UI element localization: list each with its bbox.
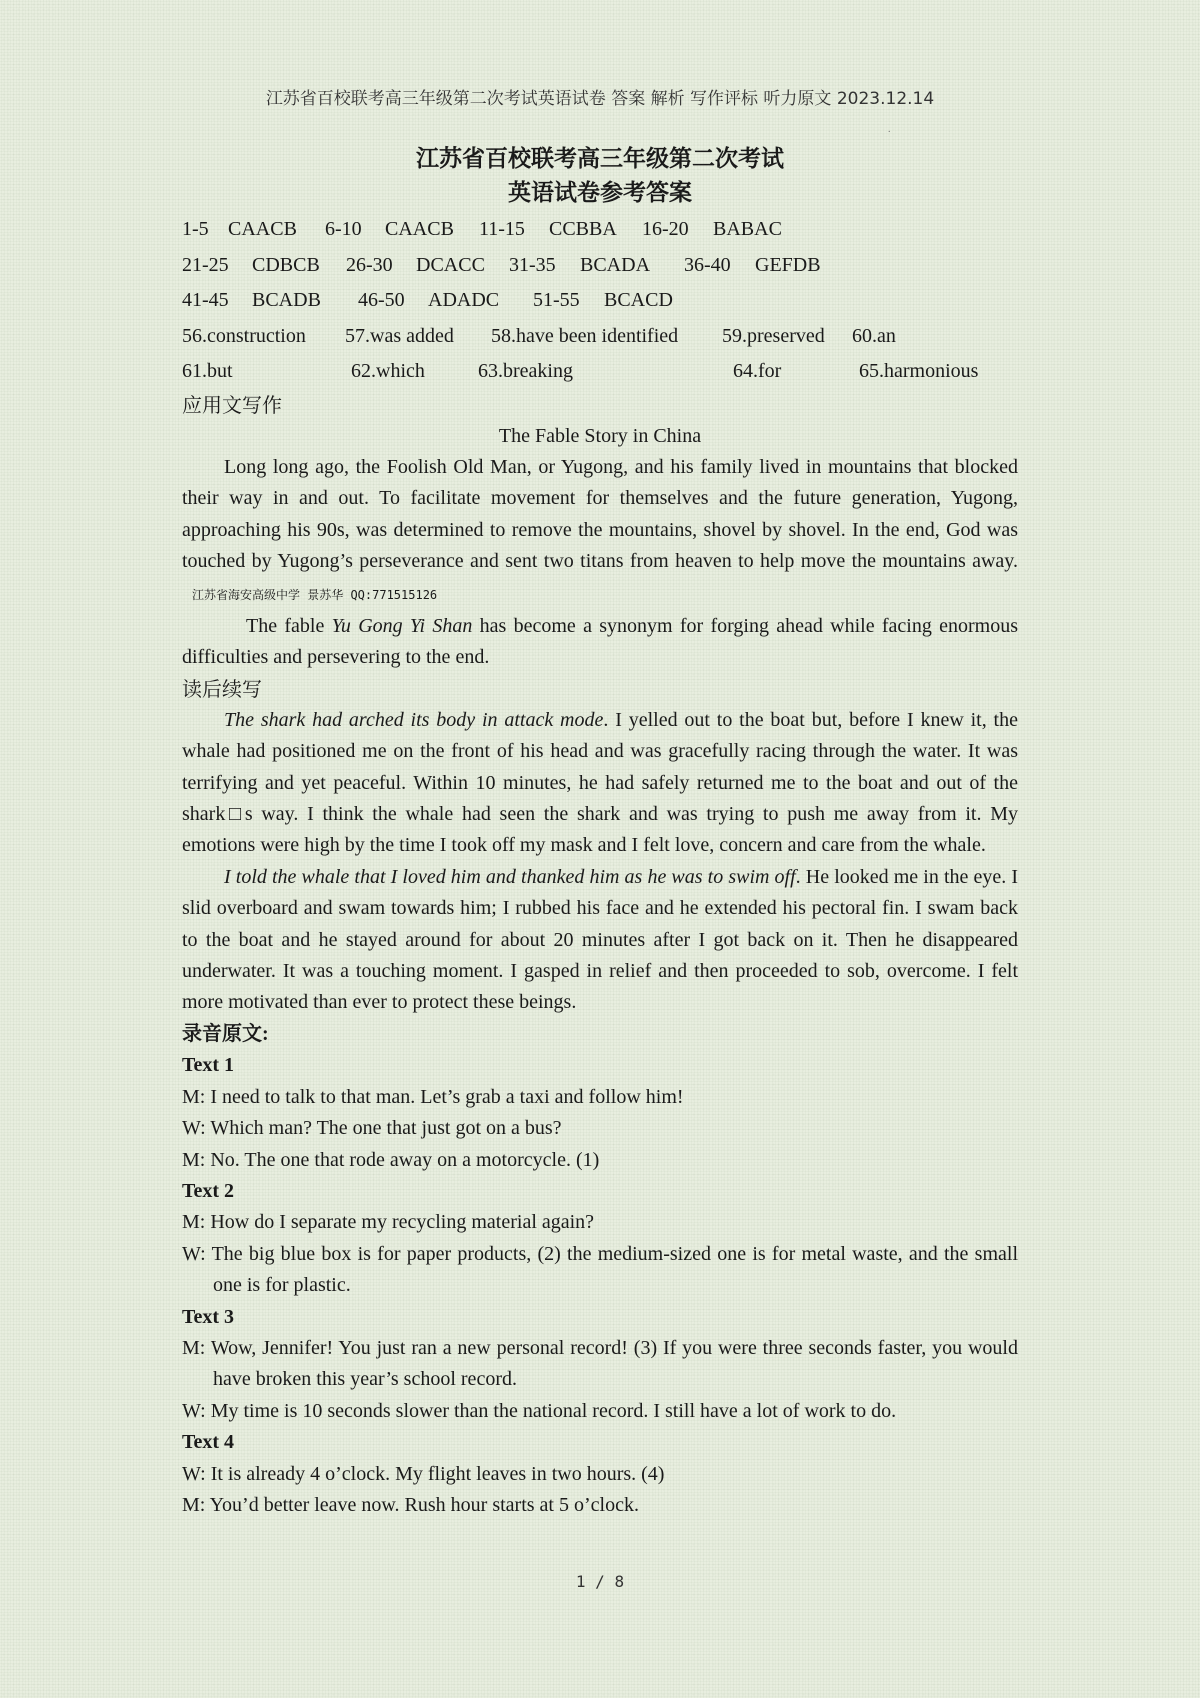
answer-range: 16-20 (642, 218, 689, 240)
essay-title: The Fable Story in China (498, 424, 702, 447)
text-title: Text 3 (182, 1305, 235, 1328)
answer-range: 36-40 (684, 253, 731, 276)
dialogue-line: M: You’d better leave now. Rush hour starts at 5 o’clock. (182, 1493, 639, 1516)
answer-range: 1-5 (182, 218, 209, 240)
dialogue-line: M: How do I separate my recycling material again? (182, 1211, 595, 1234)
answer-range: 26-30 (346, 253, 393, 276)
document-body (182, 142, 1018, 1521)
essay-p2-text-a: The fable (246, 615, 332, 637)
answer-value: BCACD (604, 289, 673, 312)
answer-value: DCACC (416, 253, 485, 276)
essay-p2-text-b: has become a synonym for forging ahead while facing enormous difficulties and persevering to the end. (182, 615, 1018, 669)
answer-row-2 (182, 248, 1018, 284)
text-title: Text 2 (182, 1179, 235, 1202)
answer-value: CAACB (228, 218, 297, 240)
answer-fill: 57.was added (345, 324, 454, 347)
doc-title-line2: 英语试卷参考答案 (508, 180, 692, 206)
answer-range: 11-15 (479, 218, 525, 240)
answer-fill: 62.which (351, 360, 425, 383)
dialogue-line: W: Which man? The one that just got on a bus? (182, 1117, 562, 1140)
answer-fill: 61.but (182, 360, 233, 383)
continuation-p2-text: . He looked me in the eye. I slid overboard and swam towards him; I rubbed his face and he extended his pectoral fin. I swam back to the boat and he stayed around for about 20 minutes after I got back on it. Then he disappeared underwater. It was a touching moment. I gasped in relief and then proceeded to sob, overcome. I felt more motivated than ever to protect these beings. (182, 865, 1019, 1014)
dialogue-line: M: No. The one that rode away on a motorcycle. (1) (182, 1148, 600, 1171)
answer-value: GEFDB (755, 253, 821, 276)
answer-row-5 (182, 354, 1018, 390)
text-title: Text 1 (182, 1054, 235, 1077)
answer-key (182, 212, 1018, 390)
essay-p2-italic: Yu Gong Yi Shan (331, 615, 473, 637)
answer-fill: 59.preserved (722, 324, 825, 347)
page-number: 1 / 8 (575, 1572, 625, 1591)
continuation-p1-italic: The shark had arched its body in attack mode (224, 708, 604, 731)
answer-row-4 (182, 319, 1018, 355)
essay-paragraph-2 (182, 611, 1018, 674)
answer-fill: 56.construction (182, 324, 306, 347)
answer-value: CAACB (385, 218, 454, 240)
dialogue-line: M: Wow, Jennifer! You just ran a new personal record! (3) If you were three seconds faster, you would have broken this year’s school record. (182, 1336, 1018, 1391)
answer-range: 46-50 (358, 289, 405, 312)
answer-fill: 64.for (733, 360, 782, 383)
dialogue-line: W: The big blue box is for paper products, (2) the medium-sized one is for metal waste, and the small one is for plastic. (182, 1242, 1018, 1297)
page-header: 江苏省百校联考高三年级第二次考试英语试卷 答案 解析 写作评标 听力原文 2023.12.14 (265, 89, 935, 109)
answer-value: BCADB (252, 289, 321, 312)
answer-fill: 58.have been identified (491, 324, 679, 347)
text-title: Text 4 (182, 1431, 235, 1454)
essay-p1-text: Long long ago, the Foolish Old Man, or Yugong, and his family lived in mountains that blocked their way in and out. To facilitate movement for themselves and the future generation, Yugong, approaching his 90s, was determined to remove the mountains, shovel by shovel. In the end, God was touched by Yugong’s perseverance and sent two titans from heaven to help move the mountains away. (182, 455, 1018, 573)
continuation-paragraph-1 (182, 705, 1018, 862)
answer-range: 6-10 (325, 218, 362, 240)
section-label-writing: 应用文写作 (182, 392, 282, 417)
continuation-p2-italic: I told the whale that I loved him and thanked him as he was to swim off (224, 865, 796, 888)
answer-row-1 (182, 212, 1018, 248)
author-note: 江苏省海安高级中学 景苏华 QQ:771515126 (192, 587, 438, 602)
essay-paragraph-1 (182, 452, 1018, 611)
answer-value: ADADC (428, 289, 500, 312)
dialogue-line: W: My time is 10 seconds slower than the national record. I still have a lot of work to do. (182, 1399, 897, 1422)
answer-value: CDBCB (252, 253, 320, 276)
section-label-continuation: 读后续写 (182, 676, 262, 701)
continuation-p1-text: . I yelled out to the boat but, before I knew it, the whale had positioned me on the front of his head and was gracefully racing through the water. It was terrifying and yet peaceful. Within 10 minutes, he had safely returned me to the boat and out of the shark□s way. I think the whale had seen the shark and was trying to push me away from it. My emotions were high by the time I took off my mask and I felt love, concern and care from the whale. (182, 708, 1018, 857)
answer-range: 51-55 (533, 289, 580, 312)
dialogue-line: M: I need to talk to that man. Let’s grab a taxi and follow him! (182, 1085, 684, 1108)
answer-range: 41-45 (182, 289, 229, 312)
transcript-label: 录音原文: (182, 1022, 269, 1045)
doc-title-line1: 江苏省百校联考高三年级第二次考试 (416, 146, 784, 172)
answer-range: 21-25 (182, 253, 229, 276)
continuation-paragraph-2 (182, 862, 1018, 1019)
answer-value: BCADA (580, 253, 651, 276)
answer-value: BABAC (713, 218, 782, 240)
answer-fill: 65.harmonious (859, 360, 979, 383)
dot-mark: . (888, 124, 891, 135)
answer-range: 31-35 (509, 253, 556, 276)
answer-value: CCBBA (549, 218, 617, 240)
answer-fill: 63.breaking (478, 360, 573, 383)
answer-row-3 (182, 283, 1018, 319)
answer-fill: 60.an (852, 324, 896, 347)
dialogue-line: W: It is already 4 o’clock. My flight leaves in two hours. (4) (182, 1462, 665, 1485)
